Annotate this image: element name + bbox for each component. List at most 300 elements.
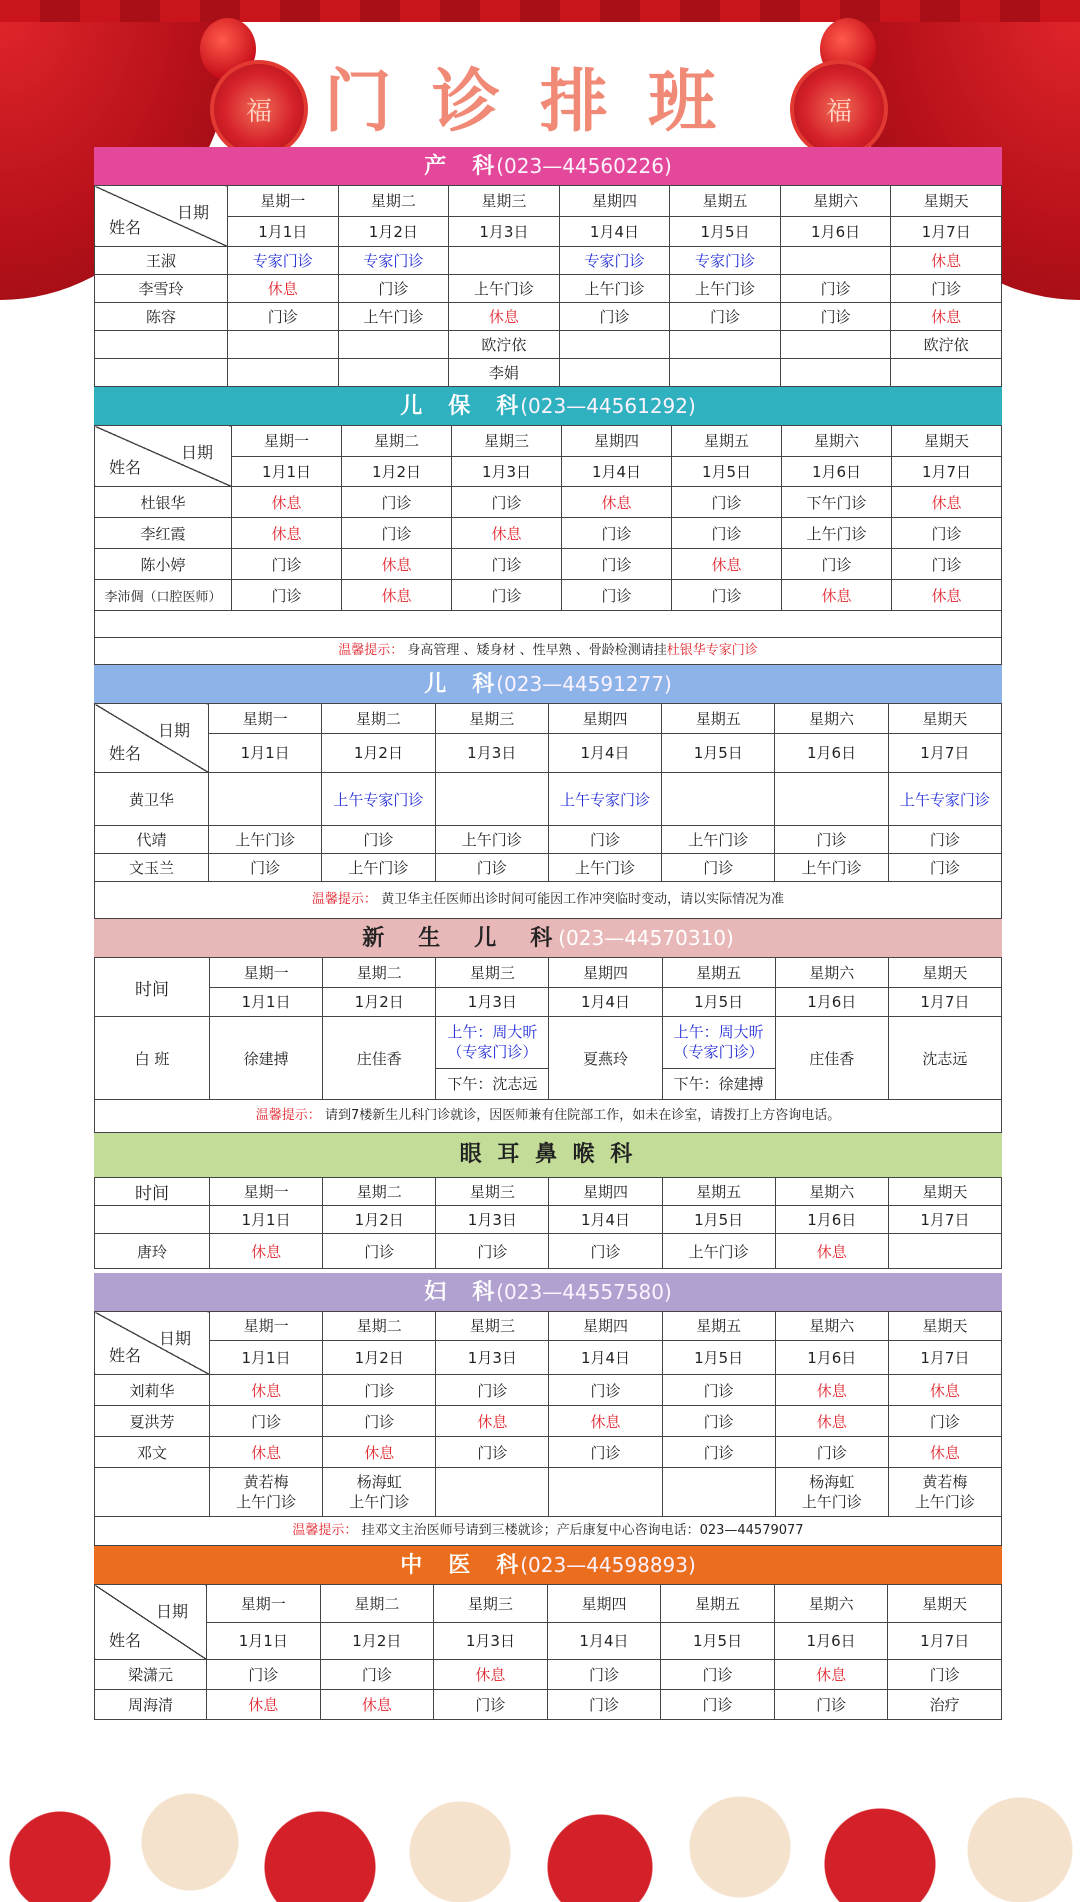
dept-phone: (023—44557580) [496, 1280, 672, 1304]
date-header: 1月3日 [436, 1206, 549, 1234]
fu-seal-icon: 福 [790, 60, 888, 158]
schedule-cell: 沈志远 [888, 1017, 1001, 1100]
dept-header [94, 147, 1002, 185]
weekday-header: 星期六 [782, 426, 892, 457]
date-header: 1月5日 [662, 1340, 775, 1374]
dept-name: 产 科 [424, 154, 497, 179]
schedule-cell: 休息 [891, 247, 1002, 275]
weekday-header: 星期三 [449, 186, 560, 217]
date-header: 1月2日 [323, 987, 436, 1017]
blank-row [94, 611, 1002, 638]
schedule-cell: 休息 [342, 580, 452, 611]
weekday-header: 星期二 [320, 1585, 434, 1623]
schedule-cell: 杨海虹 上午门诊 [775, 1468, 888, 1517]
dept-phone: (023—44560226) [496, 154, 672, 178]
date-header: 1月2日 [322, 733, 435, 772]
schedule-cell: 门诊 [888, 1660, 1002, 1690]
schedule-cell [338, 331, 449, 359]
schedule-cell: 门诊 [549, 1437, 662, 1468]
weekday-header: 星期四 [549, 1178, 662, 1206]
date-header: 1月5日 [662, 1206, 775, 1234]
weekday-header: 星期一 [228, 186, 339, 217]
date-header: 1月1日 [210, 1206, 323, 1234]
weekday-header: 星期三 [436, 958, 549, 988]
schedule-cell: 门诊 [232, 549, 342, 580]
table-row [95, 518, 1002, 549]
schedule-cell [559, 331, 670, 359]
top-valance [0, 0, 1080, 22]
table-row [95, 549, 1002, 580]
date-header: 1月3日 [435, 733, 548, 772]
schedule-cell: 休息 [775, 1234, 888, 1269]
schedule-cell [435, 773, 548, 826]
schedule-table [94, 1177, 1002, 1269]
weekday-header: 星期六 [780, 186, 891, 217]
weekday-header: 星期天 [888, 958, 1001, 988]
date-header: 1月2日 [323, 1340, 436, 1374]
schedule-cell: 门诊 [210, 1406, 323, 1437]
schedule-cell: 门诊 [888, 854, 1001, 882]
date-header: 1月3日 [436, 1340, 549, 1374]
schedule-cell: 上午门诊 [662, 826, 775, 854]
weekday-header: 星期三 [436, 1178, 549, 1206]
table-row [95, 854, 1002, 882]
schedule-cell: 上午专家门诊 [322, 773, 435, 826]
schedule-cell: 门诊 [232, 580, 342, 611]
cloud-border [0, 1772, 1080, 1902]
schedule-cell: 专家门诊 [670, 247, 781, 275]
schedule-cell [209, 773, 322, 826]
schedule-cell: 门诊 [342, 487, 452, 518]
schedule-cell: 门诊 [562, 549, 672, 580]
weekday-header: 星期一 [232, 426, 342, 457]
date-header: 1月1日 [210, 1340, 323, 1374]
schedule-cell: 专家门诊 [228, 247, 339, 275]
schedule-cell: 上午门诊 [322, 854, 435, 882]
weekday-header: 星期天 [891, 186, 1002, 217]
weekday-header: 星期二 [323, 1178, 436, 1206]
doctor-name: 刘莉华 [95, 1375, 210, 1406]
schedule-cell: 门诊 [322, 826, 435, 854]
date-header: 1月2日 [320, 1622, 434, 1660]
dept-fuke [94, 1273, 1002, 1546]
schedule-cell: 休息 [228, 275, 339, 303]
dept-zhongyi [94, 1546, 1002, 1720]
date-header: 1月5日 [661, 1622, 775, 1660]
weekday-header: 星期四 [547, 1585, 661, 1623]
schedule-cell: 门诊 [780, 275, 891, 303]
doctor-rows [95, 773, 1002, 882]
schedule-cell: 李娟 [449, 359, 560, 387]
doctor-rows [95, 487, 1002, 611]
dept-name: 中 医 科 [400, 1553, 521, 1578]
schedule-cell: 休息 [207, 1690, 321, 1720]
schedule-cell: 门诊 [559, 303, 670, 331]
weekday-header: 星期二 [322, 704, 435, 734]
schedule-cell [228, 359, 339, 387]
schedule-cell: 休息 [436, 1406, 549, 1437]
date-header: 1月6日 [780, 216, 891, 247]
schedule-cell: 门诊 [562, 518, 672, 549]
schedule-cell [449, 247, 560, 275]
schedule-cell: 门诊 [662, 1375, 775, 1406]
doctor-rows [95, 1234, 1002, 1269]
schedule-cell: 门诊 [774, 1690, 888, 1720]
weekday-header: 星期一 [210, 958, 323, 988]
schedule-cell: 休息 [452, 518, 562, 549]
doctor-name: 李雪玲 [95, 275, 228, 303]
table-row [95, 359, 1002, 387]
dept-name: 儿 保 科 [400, 394, 521, 419]
date-header: 1月7日 [891, 216, 1002, 247]
weekday-header: 星期天 [888, 1178, 1001, 1206]
schedule-cell: 门诊 [436, 1437, 549, 1468]
schedule-cell: 门诊 [562, 580, 672, 611]
empty-cell [95, 1206, 210, 1234]
schedule-cell: 休息 [434, 1660, 548, 1690]
schedule-cell: 门诊 [672, 518, 782, 549]
table-row [95, 1437, 1002, 1468]
doctor-name: 李红霞 [95, 518, 232, 549]
schedule-cell: 门诊 [662, 1437, 775, 1468]
date-header: 1月4日 [547, 1622, 661, 1660]
date-header: 1月7日 [888, 1206, 1001, 1234]
weekday-header: 星期六 [775, 958, 888, 988]
date-header: 1月3日 [436, 987, 549, 1017]
schedule-cell: 杨海虹 上午门诊 [323, 1468, 436, 1517]
doctor-name: 梁潇元 [95, 1660, 207, 1690]
doctor-rows [95, 1660, 1002, 1720]
dept-phone: (023—44591277) [496, 672, 672, 696]
schedule-cell: 门诊 [888, 1406, 1001, 1437]
schedule-cell [559, 359, 670, 387]
weekday-header: 星期六 [775, 704, 888, 734]
page-title: 门诊排班 [323, 63, 756, 142]
dept-name: 眼 耳 鼻 喉 科 [459, 1142, 637, 1167]
weekday-header: 星期二 [342, 426, 452, 457]
schedule-cell: 上午门诊 [782, 518, 892, 549]
schedule-cell: 上午门诊 [449, 275, 560, 303]
weekday-header: 星期二 [338, 186, 449, 217]
table-row [95, 1406, 1002, 1437]
doctor-name: 文玉兰 [95, 854, 209, 882]
table-row [95, 331, 1002, 359]
schedule-cell: 门诊 [323, 1234, 436, 1269]
weekday-header: 星期三 [436, 1312, 549, 1341]
schedule-cell: 门诊 [338, 275, 449, 303]
doctor-rows [95, 247, 1002, 387]
date-header: 1月2日 [342, 456, 452, 487]
schedule-cell [775, 773, 888, 826]
date-header: 1月4日 [549, 1340, 662, 1374]
weekday-header: 星期一 [210, 1178, 323, 1206]
schedule-cell [780, 359, 891, 387]
schedule-cell [670, 359, 781, 387]
dept-header [94, 665, 1002, 703]
schedule-cell: 休息 [323, 1437, 436, 1468]
doctor-name: 代靖 [95, 826, 209, 854]
dept-phone: (023—44570310) [558, 926, 734, 950]
schedule-cell: 休息 [782, 580, 892, 611]
schedule-cell: 门诊 [892, 549, 1002, 580]
weekday-header: 星期天 [888, 1312, 1001, 1341]
weekday-header: 星期四 [549, 958, 662, 988]
weekday-header: 星期五 [662, 958, 775, 988]
tip-row: 温馨提示： 挂邓文主治医师号请到三楼就诊；产后康复中心咨询电话：023—44579077 [94, 1517, 1002, 1546]
weekday-header: 星期五 [662, 1312, 775, 1341]
schedule-cell: 门诊 [436, 1375, 549, 1406]
schedule-cell: 门诊 [891, 275, 1002, 303]
dept-phone: (023—44561292) [520, 394, 696, 418]
schedule-cell: 休息 [320, 1690, 434, 1720]
weekday-header: 星期一 [209, 704, 322, 734]
dept-yanerbi [94, 1133, 1002, 1269]
schedule-cell: 门诊 [670, 303, 781, 331]
schedule-cell: 休息 [210, 1375, 323, 1406]
weekday-header: 星期六 [775, 1178, 888, 1206]
schedule-cell: 黄若梅 上午门诊 [210, 1468, 323, 1517]
schedule-cell: 庄佳香 [775, 1017, 888, 1100]
schedule-cell: 门诊 [228, 303, 339, 331]
weekday-header: 星期四 [549, 1312, 662, 1341]
doctor-name: 李沛倜（口腔医师） [95, 580, 232, 611]
doctor-name: 黄卫华 [95, 773, 209, 826]
table-row [95, 247, 1002, 275]
schedule-cell: 门诊 [892, 518, 1002, 549]
shift-label: 白 班 [95, 1017, 210, 1100]
schedule-cell: 休息 [888, 1437, 1001, 1468]
weekday-header: 星期四 [559, 186, 670, 217]
schedule-cell: 庄佳香 [323, 1017, 436, 1100]
schedule-cell: 休息 [549, 1406, 662, 1437]
weekday-header: 星期五 [661, 1585, 775, 1623]
date-header: 1月7日 [888, 1622, 1002, 1660]
doctor-name: 陈容 [95, 303, 228, 331]
schedule-cell: 黄若梅 上午门诊 [888, 1468, 1001, 1517]
schedule-cell: 门诊 [342, 518, 452, 549]
table-row [95, 826, 1002, 854]
schedule-cell: 欧泞依 [449, 331, 560, 359]
header-corner: 日期 姓名 [95, 426, 232, 487]
schedule-cell: 上午门诊 [775, 854, 888, 882]
schedule-cell: 门诊 [549, 1375, 662, 1406]
date-header: 1月5日 [662, 987, 775, 1017]
schedule-cell: 门诊 [323, 1375, 436, 1406]
schedule-cell-am: 上午：周大昕 （专家门诊） [436, 1017, 549, 1069]
dept-header [94, 1546, 1002, 1584]
schedule-cell: 休息 [232, 487, 342, 518]
schedule-cell: 下午门诊 [782, 487, 892, 518]
schedule-cell: 休息 [449, 303, 560, 331]
date-header: 1月2日 [338, 216, 449, 247]
doctor-name: 王淑 [95, 247, 228, 275]
schedule-cell: 门诊 [661, 1660, 775, 1690]
weekday-header: 星期六 [775, 1312, 888, 1341]
schedule-cell: 休息 [892, 487, 1002, 518]
schedule-cell: 门诊 [775, 826, 888, 854]
schedule-cell: 治疗 [888, 1690, 1002, 1720]
time-label: 时间 [95, 1178, 210, 1206]
weekday-header: 星期三 [452, 426, 562, 457]
weekday-header: 星期二 [323, 958, 436, 988]
schedule-cell: 休息 [774, 1660, 888, 1690]
dept-erbao [94, 387, 1002, 665]
date-header: 1月1日 [210, 987, 323, 1017]
schedule-cell: 门诊 [672, 580, 782, 611]
table-row [95, 773, 1002, 826]
date-header: 1月1日 [232, 456, 342, 487]
date-header: 1月4日 [549, 987, 662, 1017]
schedule-cell: 门诊 [662, 854, 775, 882]
dept-name: 妇 科 [424, 1280, 497, 1305]
schedule-cell: 门诊 [452, 487, 562, 518]
schedule-cell: 门诊 [209, 854, 322, 882]
date-header: 1月6日 [775, 733, 888, 772]
weekday-header: 星期五 [662, 1178, 775, 1206]
table-row [95, 1234, 1002, 1269]
schedule-cell: 休息 [775, 1375, 888, 1406]
schedule-cell: 休息 [342, 549, 452, 580]
schedule-cell: 休息 [892, 580, 1002, 611]
schedule-cell: 上午门诊 [435, 826, 548, 854]
date-header: 1月1日 [228, 216, 339, 247]
schedule-cell: 门诊 [323, 1406, 436, 1437]
date-header: 1月4日 [562, 456, 672, 487]
schedule-cell: 门诊 [452, 549, 562, 580]
schedule-cell: 门诊 [549, 1234, 662, 1269]
schedule-cell: 休息 [232, 518, 342, 549]
schedule-cell: 门诊 [207, 1660, 321, 1690]
schedule-cell: 休息 [891, 303, 1002, 331]
schedule-cell [780, 247, 891, 275]
schedule-cell: 门诊 [320, 1660, 434, 1690]
empty-cell [662, 1468, 775, 1517]
date-header: 1月7日 [888, 733, 1001, 772]
table-row [95, 1660, 1002, 1690]
dept-chanke [94, 147, 1002, 387]
weekday-header: 星期四 [548, 704, 661, 734]
schedule-cell: 门诊 [547, 1660, 661, 1690]
doctor-rows [95, 1375, 1002, 1468]
schedule-cell: 上午门诊 [338, 303, 449, 331]
table-row [95, 275, 1002, 303]
dept-header [94, 919, 1002, 957]
empty-cell [95, 1468, 210, 1517]
schedule-cell: 休息 [775, 1406, 888, 1437]
date-header: 1月1日 [207, 1622, 321, 1660]
schedule-cell: 门诊 [435, 854, 548, 882]
schedule-cell: 门诊 [780, 303, 891, 331]
weekday-header: 星期一 [210, 1312, 323, 1341]
schedule-cell: 上午门诊 [662, 1234, 775, 1269]
date-header: 1月7日 [888, 1340, 1001, 1374]
schedule-cell: 门诊 [775, 1437, 888, 1468]
schedule-cell: 上午门诊 [548, 854, 661, 882]
dept-header [94, 1273, 1002, 1311]
doctor-name [95, 359, 228, 387]
tip-row: 温馨提示： 请到7楼新生儿科门诊就诊，因医师兼有住院部工作，如未在诊室，请拨打上方咨询电话。 [94, 1100, 1002, 1133]
schedule-cell: 夏燕玲 [549, 1017, 662, 1100]
time-label: 时间 [95, 958, 210, 1017]
schedule-cell: 上午门诊 [559, 275, 670, 303]
schedule-cell-pm: 下午：沈志远 [436, 1068, 549, 1099]
table-row [95, 1690, 1002, 1720]
date-header: 1月1日 [209, 733, 322, 772]
schedule-cell: 门诊 [782, 549, 892, 580]
schedule-cell: 上午门诊 [670, 275, 781, 303]
header-corner: 日期 姓名 [95, 1585, 207, 1660]
date-header: 1月5日 [670, 216, 781, 247]
date-header: 1月7日 [888, 987, 1001, 1017]
schedule-cell: 休息 [562, 487, 672, 518]
table-row [95, 1375, 1002, 1406]
schedule-table [94, 1584, 1002, 1720]
schedule-cell: 休息 [210, 1437, 323, 1468]
schedule-cell: 上午专家门诊 [548, 773, 661, 826]
schedule-cell [780, 331, 891, 359]
date-header: 1月6日 [782, 456, 892, 487]
dept-name: 新 生 儿 科 [362, 926, 559, 951]
dept-phone: (023—44598893) [520, 1553, 696, 1577]
date-header: 1月3日 [434, 1622, 548, 1660]
dept-header [94, 387, 1002, 425]
weekday-header: 星期六 [774, 1585, 888, 1623]
schedule-table [94, 425, 1002, 611]
schedule-cell-pm: 下午：徐建搏 [662, 1068, 775, 1099]
schedule-cell: 门诊 [888, 826, 1001, 854]
schedule-cell [662, 773, 775, 826]
schedule-cell: 门诊 [548, 826, 661, 854]
empty-cell [436, 1468, 549, 1517]
schedule-cell: 上午门诊 [209, 826, 322, 854]
date-header: 1月4日 [548, 733, 661, 772]
date-header: 1月6日 [774, 1622, 888, 1660]
doctor-name [95, 331, 228, 359]
date-header: 1月6日 [775, 1206, 888, 1234]
schedule-cell [670, 331, 781, 359]
date-header: 1月3日 [449, 216, 560, 247]
tip-row: 温馨提示： 黄卫华主任医师出诊时间可能因工作冲突临时变动，请以实际情况为准 [94, 882, 1002, 919]
weekday-header: 星期五 [672, 426, 782, 457]
schedule-board [94, 147, 1002, 1720]
schedule-cell: 门诊 [436, 1234, 549, 1269]
weekday-header: 星期天 [888, 704, 1001, 734]
date-header: 1月5日 [672, 456, 782, 487]
date-header: 1月6日 [775, 987, 888, 1017]
schedule-cell [891, 359, 1002, 387]
schedule-table [94, 703, 1002, 882]
schedule-cell [338, 359, 449, 387]
dept-erke [94, 665, 1002, 919]
date-header: 1月6日 [775, 1340, 888, 1374]
schedule-cell-am: 上午：周大昕 （专家门诊） [662, 1017, 775, 1069]
schedule-cell: 门诊 [662, 1406, 775, 1437]
schedule-table [94, 185, 1002, 387]
doctor-name: 唐玲 [95, 1234, 210, 1269]
schedule-cell: 休息 [888, 1375, 1001, 1406]
schedule-cell: 专家门诊 [338, 247, 449, 275]
date-header: 1月2日 [323, 1206, 436, 1234]
weekday-header: 星期三 [434, 1585, 548, 1623]
schedule-cell: 门诊 [452, 580, 562, 611]
weekday-header: 星期四 [562, 426, 672, 457]
date-header: 1月7日 [892, 456, 1002, 487]
header-corner: 日期 姓名 [95, 186, 228, 247]
weekday-header: 星期五 [662, 704, 775, 734]
schedule-cell: 门诊 [434, 1690, 548, 1720]
table-row [95, 487, 1002, 518]
schedule-cell: 上午专家门诊 [888, 773, 1001, 826]
